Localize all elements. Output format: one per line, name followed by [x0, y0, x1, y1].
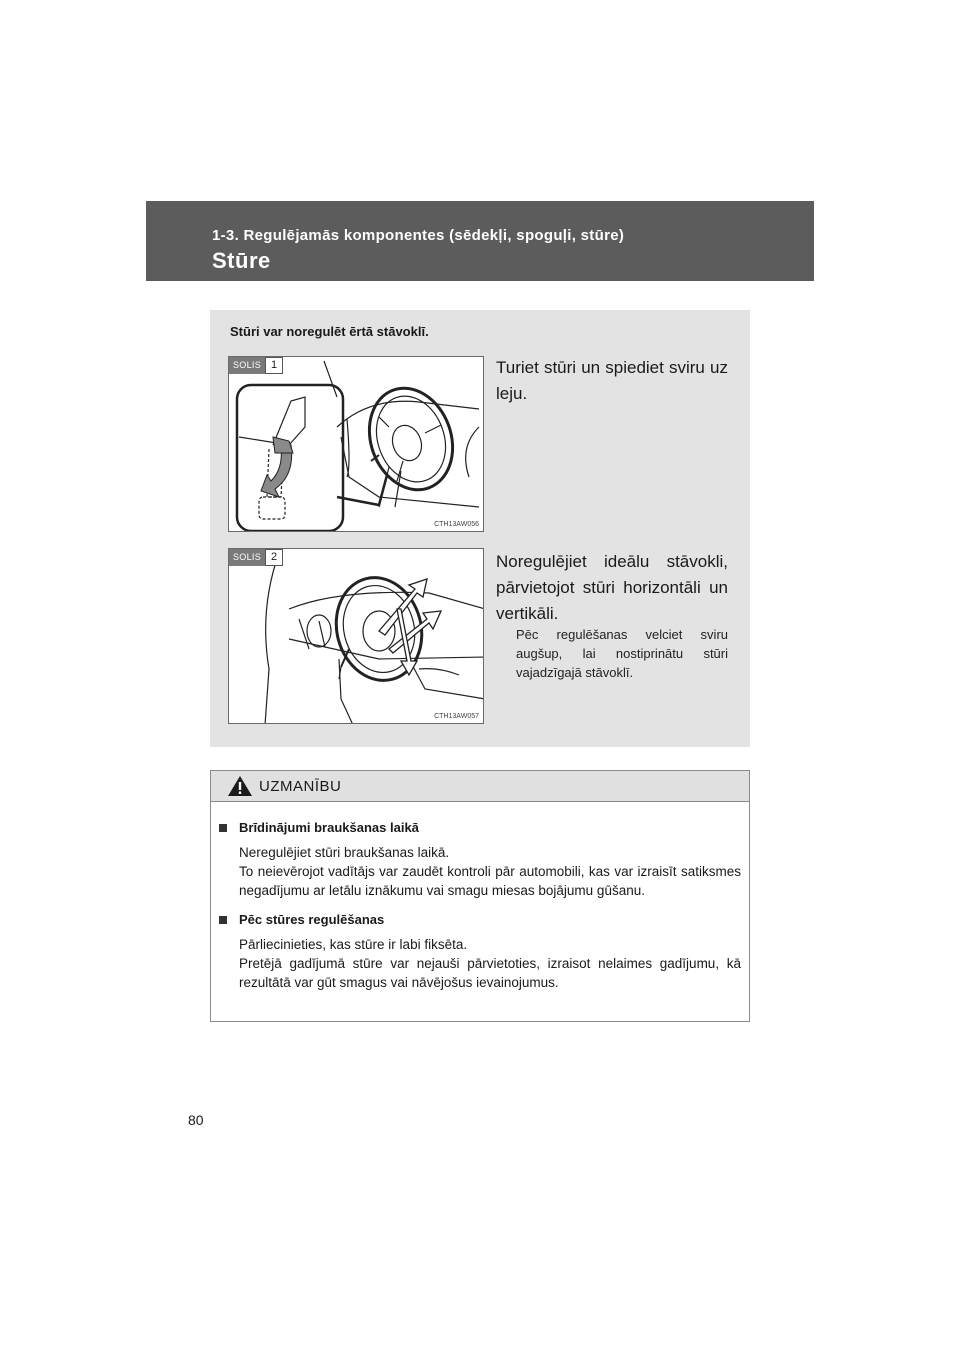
caution-title: UZMANĪBU: [259, 777, 342, 795]
step2-instruction: Noregulējiet ideālu stāvokli, pārvietojot stūri horizontāli un vertikāli.: [496, 552, 728, 623]
caution-line: Pretējā gadījumā stūre var nejauši pārvietoties, izraisot nelaimes gadījumu, kā rezultātā var gūt smagus vai nāvējošus ievainojumus.: [239, 956, 741, 990]
caution-body: [211, 802, 749, 992]
step-badge-word: SOLIS: [229, 357, 265, 374]
steering-lever-drawing: [229, 357, 484, 532]
intro-text: Stūri var noregulēt ērtā stāvoklī.: [230, 324, 429, 339]
warning-triangle-icon: [227, 775, 253, 797]
step1-badge: [229, 357, 283, 374]
figure-code: CTH13AW057: [434, 713, 479, 720]
procedure-panel: [210, 310, 750, 747]
caution-item-title: Pēc stūres regulēšanas: [239, 912, 385, 927]
step-badge-word: SOLIS: [229, 549, 265, 566]
step2-note: Pēc regulēšanas velciet sviru augšup, lai nostiprinātu stūri vajadzīgajā stāvoklī.: [516, 627, 728, 680]
step1-instruction: Turiet stūri un spiediet sviru uz leju.: [496, 358, 728, 403]
steering-adjust-drawing: [229, 549, 484, 724]
section-header: [146, 201, 814, 281]
caution-header: [211, 771, 749, 802]
caution-item-text: [219, 843, 741, 900]
caution-line: Neregulējiet stūri braukšanas laikā.: [239, 845, 450, 860]
step2-badge: [229, 549, 283, 566]
caution-line: To neievērojot vadītājs var zaudēt kontroli pār automobili, kas var izraisīt satiksmes negadījumu ar letālu iznākumu vai smagu miesas bojājumu gūšanu.: [239, 864, 741, 898]
caution-box: [210, 770, 750, 1022]
caution-item-text: [219, 935, 741, 992]
figure-code: CTH13AW056: [434, 521, 479, 528]
page-number: 80: [188, 1112, 204, 1128]
step1-illustration: [228, 356, 484, 532]
square-bullet-icon: [219, 824, 227, 832]
section-label: 1-3. Regulējamās komponentes (sēdekļi, spoguļi, stūre): [212, 227, 625, 244]
page-title: Stūre: [212, 248, 271, 273]
step-badge-number: 1: [265, 357, 283, 374]
step2-illustration: [228, 548, 484, 724]
square-bullet-icon: [219, 916, 227, 924]
caution-line: Pārliecinieties, kas stūre ir labi fiksēta.: [239, 937, 468, 952]
caution-item-title: Brīdinājumi braukšanas laikā: [239, 820, 419, 835]
caution-item-heading: [219, 820, 741, 835]
step-badge-number: 2: [265, 549, 283, 566]
caution-item-heading: [219, 912, 741, 927]
